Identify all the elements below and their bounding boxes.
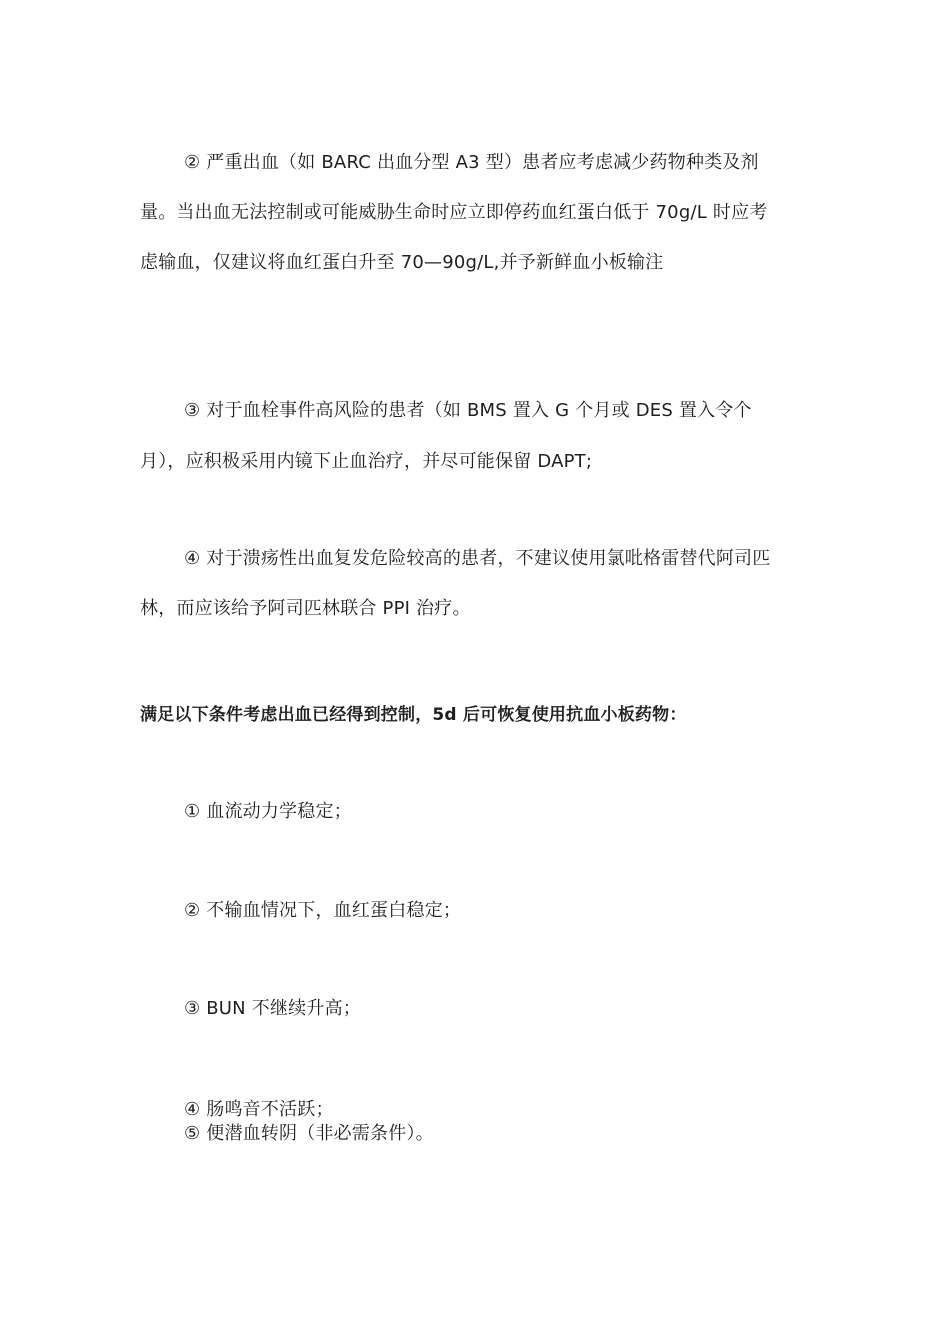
condition-item: ③ BUN 不继续升高； <box>184 998 361 1019</box>
para2-line1: ② 严重出血（如 BARC 出血分型 A3 型）患者应考虑减少药物种类及剂 <box>184 152 759 173</box>
para3-line1: ③ 对于血栓事件高风险的患者（如 BMS 置入 G 个月或 DES 置入令个 <box>184 400 752 421</box>
para2-line2: 量。当出血无法控制或可能威胁生命时应立即停药血红蛋白低于 70g/L 时应考 <box>140 202 768 223</box>
condition-item: ④ 肠鸣音不活跃； <box>184 1099 334 1120</box>
section-heading: 满足以下条件考虑出血已经得到控制，5d 后可恢复使用抗血小板药物： <box>140 705 687 725</box>
para2-line3: 虑输血，仅建议将血红蛋白升至 70—90g/L,并予新鲜血小板输注 <box>140 252 664 273</box>
para3-line2: 月），应积极采用内镜下止血治疗，并尽可能保留 DAPT; <box>140 451 593 472</box>
condition-item: ⑤ 便潜血转阴（非必需条件）。 <box>184 1123 434 1144</box>
para4-line1: ④ 对于溃疡性出血复发危险较高的患者，不建议使用氯吡格雷替代阿司匹 <box>184 548 771 569</box>
para4-line2: 林，而应该给予阿司匹林联合 PPI 治疗。 <box>140 598 471 619</box>
condition-item: ② 不输血情况下，血红蛋白稳定； <box>184 900 462 921</box>
condition-item: ① 血流动力学稳定； <box>184 801 352 822</box>
